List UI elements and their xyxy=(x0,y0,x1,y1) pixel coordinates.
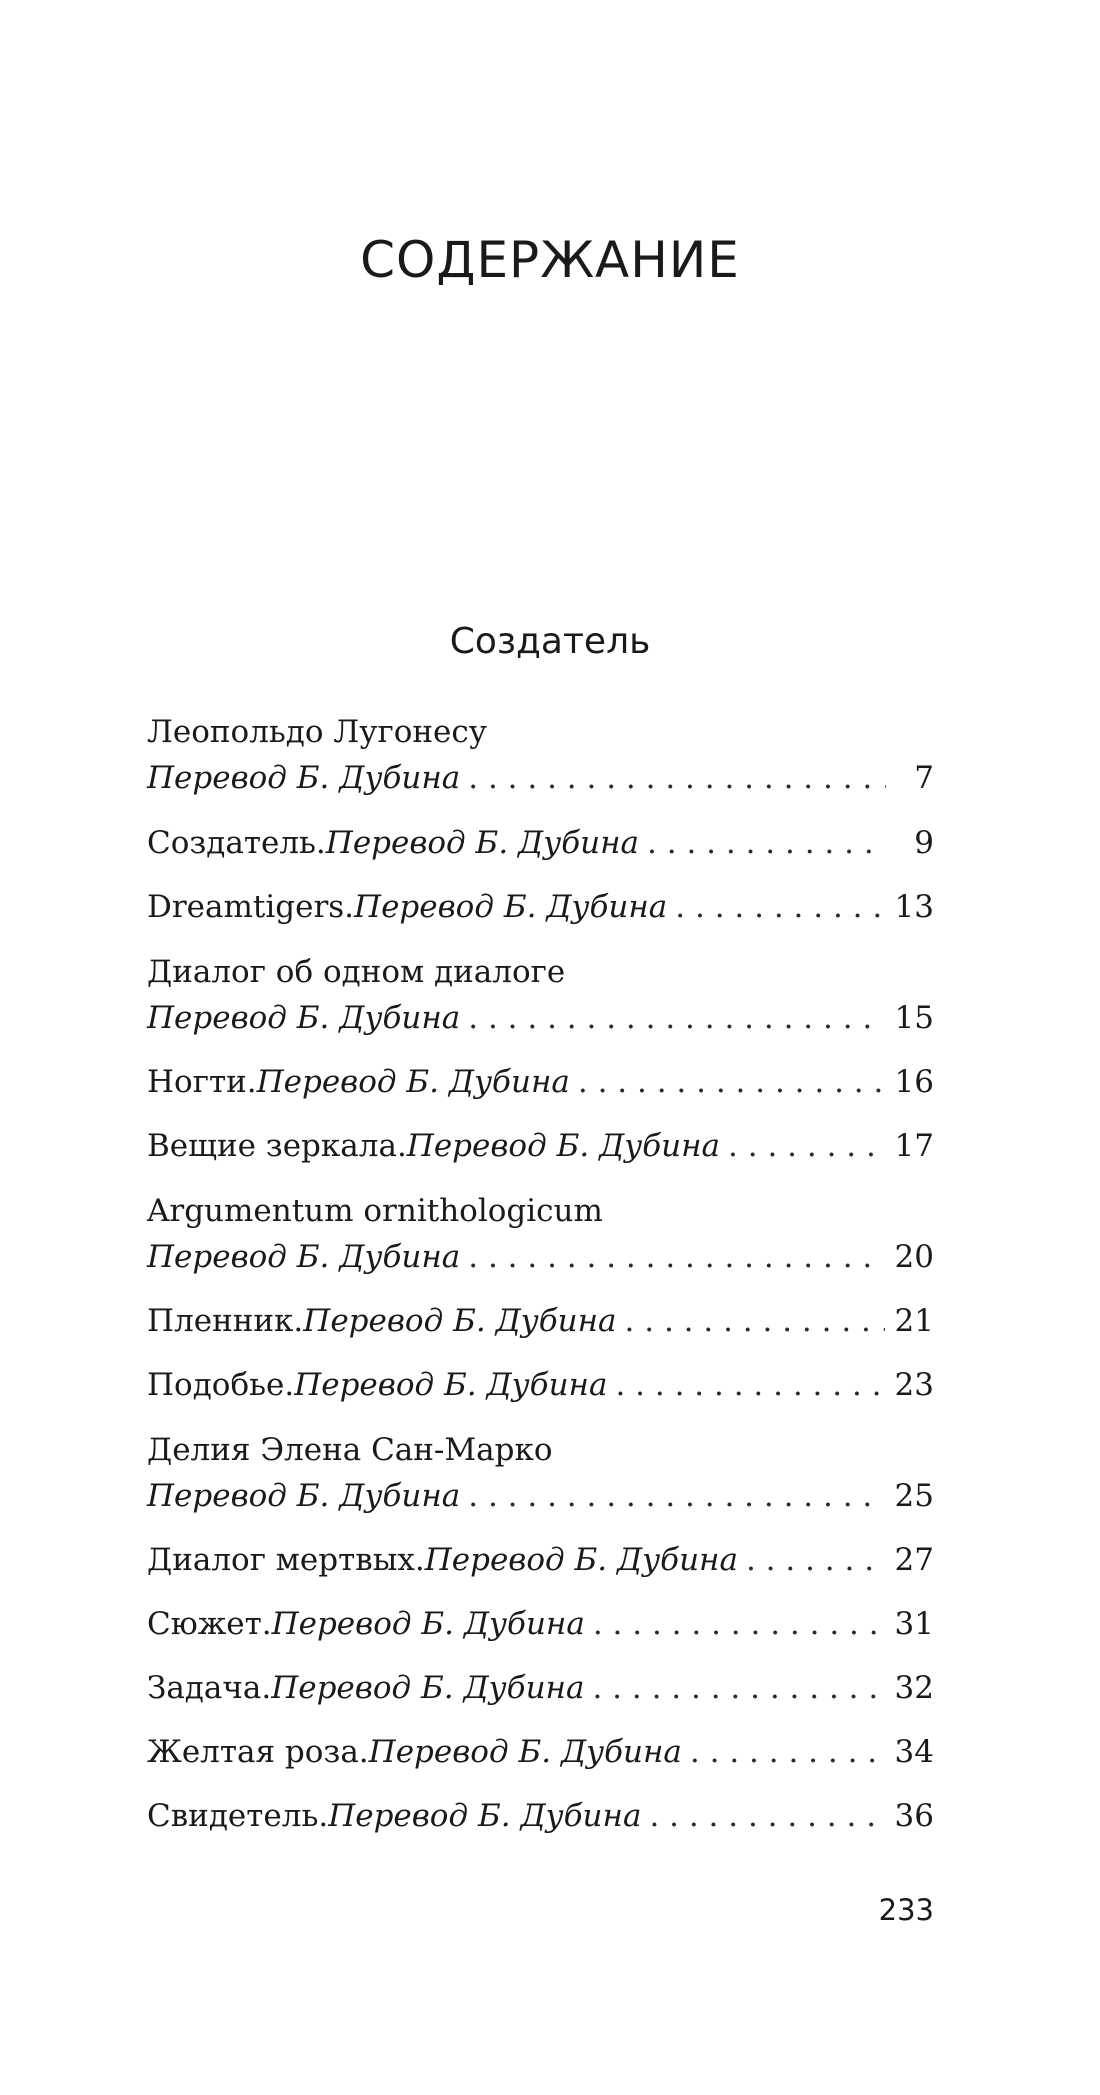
toc-entry-title-line xyxy=(147,954,934,998)
entry-title: Свидетель. xyxy=(147,1798,329,1834)
toc-entry-title-line xyxy=(147,1193,934,1237)
entry-title: Сюжет. xyxy=(147,1606,272,1642)
dot-leader xyxy=(690,1734,885,1770)
toc-entry xyxy=(147,1734,934,1778)
toc-entry xyxy=(147,760,934,804)
entry-title: Леопольдо Лугонесу xyxy=(147,714,488,750)
dot-leader xyxy=(593,1606,885,1642)
dot-leader xyxy=(468,760,886,796)
toc-entry xyxy=(147,1128,934,1172)
entry-title: Подобье. xyxy=(147,1367,295,1403)
entry-page-number: 31 xyxy=(894,1606,934,1642)
entry-title: Желтая роза. xyxy=(147,1734,369,1770)
entry-title: Ногти. xyxy=(147,1064,257,1100)
toc-entry xyxy=(147,1798,934,1842)
entry-page-number: 21 xyxy=(894,1303,934,1339)
dot-leader xyxy=(468,1239,884,1275)
entry-page-number: 15 xyxy=(894,1000,934,1036)
entry-title: Диалог мертвых. xyxy=(147,1542,425,1578)
entry-translator: Перевод Б. Дубина xyxy=(147,1478,461,1514)
entry-title: Argumentum ornithologicum xyxy=(147,1193,603,1229)
dot-leader xyxy=(615,1367,884,1403)
entry-page-number: 20 xyxy=(894,1239,934,1275)
entry-translator: Перевод Б. Дубина xyxy=(406,1128,721,1164)
toc-entry xyxy=(147,1606,934,1650)
entry-title: Создатель. xyxy=(147,825,326,861)
entry-page-number: 7 xyxy=(914,760,934,796)
entry-translator: Перевод Б. Дубина xyxy=(303,1303,617,1339)
toc-entry xyxy=(147,1000,934,1044)
entry-translator: Перевод Б. Дубина xyxy=(354,889,668,925)
entry-title: Задача. xyxy=(147,1670,272,1706)
entry-page-number: 34 xyxy=(894,1734,934,1770)
dot-leader xyxy=(649,1798,884,1834)
dot-leader xyxy=(746,1542,885,1578)
entry-title: Диалог об одном диалоге xyxy=(147,954,566,990)
table-of-contents xyxy=(147,0,934,2095)
section-title: Создатель xyxy=(449,621,651,662)
dot-leader xyxy=(592,1670,884,1706)
toc-entry xyxy=(147,1239,934,1283)
entry-translator: Перевод Б. Дубина xyxy=(325,825,640,861)
entry-title: Делия Элена Сан-Марко xyxy=(147,1432,553,1468)
entry-page-number: 32 xyxy=(894,1670,934,1706)
entry-translator: Перевод Б. Дубина xyxy=(328,1798,642,1834)
entry-page-number: 36 xyxy=(894,1798,934,1834)
dot-leader xyxy=(625,1303,885,1339)
page-number-footer: 233 xyxy=(878,1893,934,1927)
entry-translator: Перевод Б. Дубина xyxy=(424,1542,738,1578)
page-title: СОДЕРЖАНИЕ xyxy=(360,231,740,289)
toc-entry-title-line xyxy=(147,1432,934,1476)
toc-entry xyxy=(147,1670,934,1714)
dot-leader xyxy=(647,825,886,861)
entry-translator: Перевод Б. Дубина xyxy=(147,760,461,796)
entry-page-number: 13 xyxy=(894,889,934,925)
entry-translator: Перевод Б. Дубина xyxy=(147,1239,461,1275)
entry-page-number: 17 xyxy=(894,1128,934,1164)
entry-page-number: 23 xyxy=(894,1367,934,1403)
entry-translator: Перевод Б. Дубина xyxy=(368,1734,682,1770)
toc-entry xyxy=(147,1303,934,1347)
toc-entry xyxy=(147,1367,934,1411)
entry-page-number: 9 xyxy=(914,825,934,861)
entry-page-number: 27 xyxy=(894,1542,934,1578)
toc-entry-title-line xyxy=(147,714,934,758)
entry-title: Пленник. xyxy=(147,1303,304,1339)
entry-translator: Перевод Б. Дубина xyxy=(271,1670,585,1706)
entry-translator: Перевод Б. Дубина xyxy=(271,1606,585,1642)
toc-entry xyxy=(147,1478,934,1522)
toc-entry xyxy=(147,1064,934,1108)
toc-entry xyxy=(147,1542,934,1586)
entry-title: Dreamtigers. xyxy=(147,889,355,925)
entry-translator: Перевод Б. Дубина xyxy=(147,1000,461,1036)
entry-page-number: 25 xyxy=(894,1478,934,1514)
entry-translator: Перевод Б. Дубина xyxy=(256,1064,570,1100)
toc-entry xyxy=(147,889,934,933)
toc-entry xyxy=(147,825,934,869)
dot-leader xyxy=(675,889,884,925)
dot-leader xyxy=(728,1128,885,1164)
dot-leader xyxy=(468,1000,884,1036)
dot-leader xyxy=(468,1478,884,1514)
entry-title: Вещие зеркала. xyxy=(147,1128,407,1164)
dot-leader xyxy=(578,1064,885,1100)
entry-translator: Перевод Б. Дубина xyxy=(294,1367,608,1403)
entry-page-number: 16 xyxy=(894,1064,934,1100)
